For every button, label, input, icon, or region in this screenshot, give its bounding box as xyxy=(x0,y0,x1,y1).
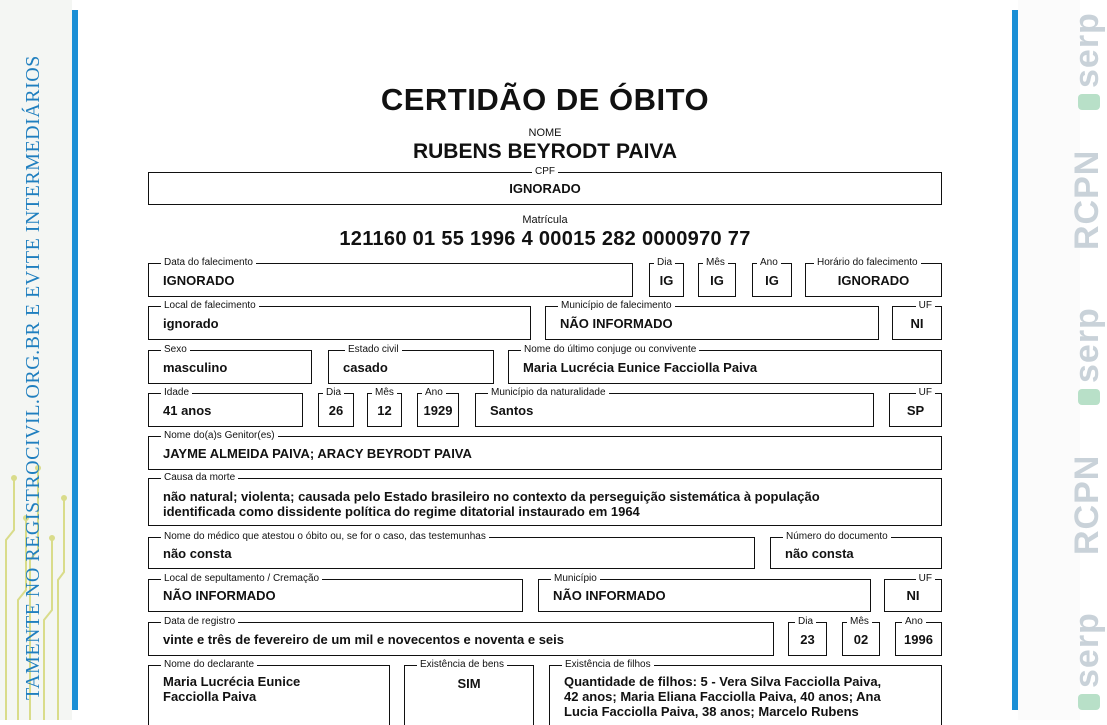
idade-field xyxy=(148,387,303,427)
field-value: NÃO INFORMADO xyxy=(163,588,276,603)
estado-civil-field xyxy=(328,344,494,384)
field-label: Ano xyxy=(757,257,781,269)
field-label: Local de sepultamento / Cremação xyxy=(161,573,322,585)
field-label: Município da naturalidade xyxy=(488,387,609,399)
field-label: Estado civil xyxy=(345,344,402,356)
field-label: Nome do médico que atestou o óbito ou, se for o caso, das testemunhas xyxy=(161,531,489,543)
mes-registro-field xyxy=(842,616,880,656)
watermark-rcpn-2: RCPN xyxy=(1068,454,1106,555)
field-value: vinte e três de fevereiro de um mil e novecentos e noventa e seis xyxy=(163,631,564,647)
watermark-serp-1: serp xyxy=(1068,12,1107,110)
horario-falecimento-field xyxy=(805,257,942,297)
field-label: Data do falecimento xyxy=(161,257,256,269)
certificate-document xyxy=(78,0,1012,720)
field-value: casado xyxy=(343,359,388,375)
data-registro-field xyxy=(148,616,774,656)
serp-logo-icon xyxy=(1078,694,1100,710)
cpf-label: CPF xyxy=(532,166,558,178)
field-label: Horário do falecimento xyxy=(814,257,921,269)
field-label: Município de falecimento xyxy=(558,300,675,312)
ano-falecimento-field xyxy=(752,257,792,297)
mes-nascimento-field xyxy=(367,387,402,427)
serp-logo-icon xyxy=(1078,94,1100,110)
field-label: Mês xyxy=(703,257,728,269)
causa-line-2: identificada como dissidente política do regime ditatorial instaurado em 1964 xyxy=(163,504,640,519)
municipio-falecimento-field xyxy=(545,300,879,340)
field-label: Município xyxy=(551,573,600,585)
declarante-line-2: Facciolla Paiva xyxy=(163,689,257,704)
filhos-line-2: 42 anos; Maria Eliana Facciolla Paiva, 40 anos; Ana xyxy=(564,689,881,704)
field-label: Causa da morte xyxy=(161,472,238,484)
field-label: Nome do(a)s Genitor(es) xyxy=(161,430,278,442)
serp-logo-icon xyxy=(1078,389,1100,405)
declarante-field xyxy=(148,659,390,725)
genitores-field xyxy=(148,430,942,470)
causa-line-1: não natural; violenta; causada pelo Estado brasileiro no contexto da perseguição sistemática à população xyxy=(163,489,820,504)
field-value: NI xyxy=(906,588,920,603)
matricula-label: Matrícula xyxy=(522,214,568,226)
mes-falecimento-field xyxy=(698,257,736,297)
field-label: Número do documento xyxy=(783,531,891,543)
field-value: NI xyxy=(910,315,924,331)
filhos-line-3: Lucia Facciolla Paiva, 38 anos; Marcelo Rubens xyxy=(564,704,859,719)
field-value: NÃO INFORMADO xyxy=(553,588,666,603)
field-label: Nome do declarante xyxy=(161,659,257,671)
data-falecimento-field xyxy=(148,257,633,297)
medico-field xyxy=(148,531,755,569)
field-label: Mês xyxy=(847,616,872,628)
field-label: Dia xyxy=(654,257,675,269)
nome-value: RUBENS BEYRODT PAIVA xyxy=(412,140,678,163)
field-value: 1996 xyxy=(904,631,933,647)
uf-sepultamento-field xyxy=(884,573,942,612)
document-title: CERTIDÃO DE ÓBITO xyxy=(380,82,710,117)
numero-documento-field xyxy=(770,531,942,569)
field-value: IGNORADO xyxy=(163,272,235,288)
field-label: Data de registro xyxy=(161,616,238,628)
dia-falecimento-field xyxy=(649,257,684,297)
field-value: SIM xyxy=(457,676,481,691)
uf-falecimento-field xyxy=(892,300,942,340)
field-label: Sexo xyxy=(161,344,190,356)
declarante-line-1: Maria Lucrécia Eunice xyxy=(163,674,301,689)
sepultamento-field xyxy=(148,573,523,612)
field-label: UF xyxy=(916,300,935,312)
dia-registro-field xyxy=(788,616,827,656)
watermark-serp-3: serp xyxy=(1068,612,1107,710)
field-label: Dia xyxy=(323,387,344,399)
matricula-value: 121160 01 55 1996 4 00015 282 0000970 77 xyxy=(339,228,751,250)
filhos-line-1: Quantidade de filhos: 5 - Vera Silva Facciolla Paiva, xyxy=(564,674,882,689)
field-label: UF xyxy=(916,573,935,585)
causa-morte-field xyxy=(148,472,942,526)
field-value: IG xyxy=(765,272,779,288)
filhos-field xyxy=(549,659,942,725)
uf-nascimento-field xyxy=(889,387,942,427)
field-label: Nome do último conjuge ou convivente xyxy=(521,344,699,356)
field-value: IG xyxy=(659,272,674,288)
right-margin xyxy=(1018,0,1106,720)
field-value: IGNORADO xyxy=(837,272,910,288)
ano-nascimento-field xyxy=(417,387,459,427)
field-label: Mês xyxy=(372,387,397,399)
cpf-value: IGNORADO xyxy=(509,181,581,196)
field-value: não consta xyxy=(163,545,232,561)
field-value: 12 xyxy=(377,402,392,418)
margin-notice-text: TAMENTE NO REGISTROCIVIL.ORG.BR E EVITE INTERMEDIÁRIOS xyxy=(22,55,44,700)
watermark-serp-2: serp xyxy=(1068,307,1107,405)
field-value: 41 anos xyxy=(163,402,212,418)
field-label: Local de falecimento xyxy=(161,300,259,312)
field-label: Existência de filhos xyxy=(562,659,654,671)
municipio-sepultamento-field xyxy=(538,573,871,612)
field-value: SP xyxy=(906,402,925,418)
field-value: IG xyxy=(710,272,724,288)
field-value: NÃO INFORMADO xyxy=(560,315,673,331)
field-label: Ano xyxy=(902,616,926,628)
field-label: Ano xyxy=(422,387,446,399)
field-value: Maria Lucrécia Eunice Facciolla Paiva xyxy=(523,359,758,375)
ano-registro-field xyxy=(895,616,942,656)
field-value: 26 xyxy=(328,402,344,418)
field-label: Dia xyxy=(795,616,816,628)
local-falecimento-field xyxy=(148,300,531,340)
field-value: não consta xyxy=(785,545,854,561)
field-label: Existência de bens xyxy=(417,659,507,671)
dia-nascimento-field xyxy=(318,387,354,427)
field-value: 02 xyxy=(853,631,869,647)
left-margin xyxy=(0,0,72,720)
bens-field xyxy=(404,659,534,725)
field-value: Santos xyxy=(490,402,534,418)
naturalidade-field xyxy=(475,387,874,427)
field-label: UF xyxy=(916,387,935,399)
conjuge-field xyxy=(508,344,942,384)
nome-label: NOME xyxy=(528,127,562,139)
field-value: 23 xyxy=(800,631,815,647)
field-value xyxy=(163,479,931,525)
field-value: ignorado xyxy=(163,315,219,331)
watermark-rcpn-1: RCPN xyxy=(1068,149,1106,250)
field-value xyxy=(163,666,379,725)
cpf-field xyxy=(148,166,942,205)
sexo-field xyxy=(148,344,312,384)
field-value xyxy=(564,666,931,725)
field-value: 1929 xyxy=(423,402,453,418)
field-value: masculino xyxy=(163,359,228,375)
field-label: Idade xyxy=(161,387,192,399)
field-value: JAYME ALMEIDA PAIVA; ARACY BEYRODT PAIVA xyxy=(163,445,472,461)
